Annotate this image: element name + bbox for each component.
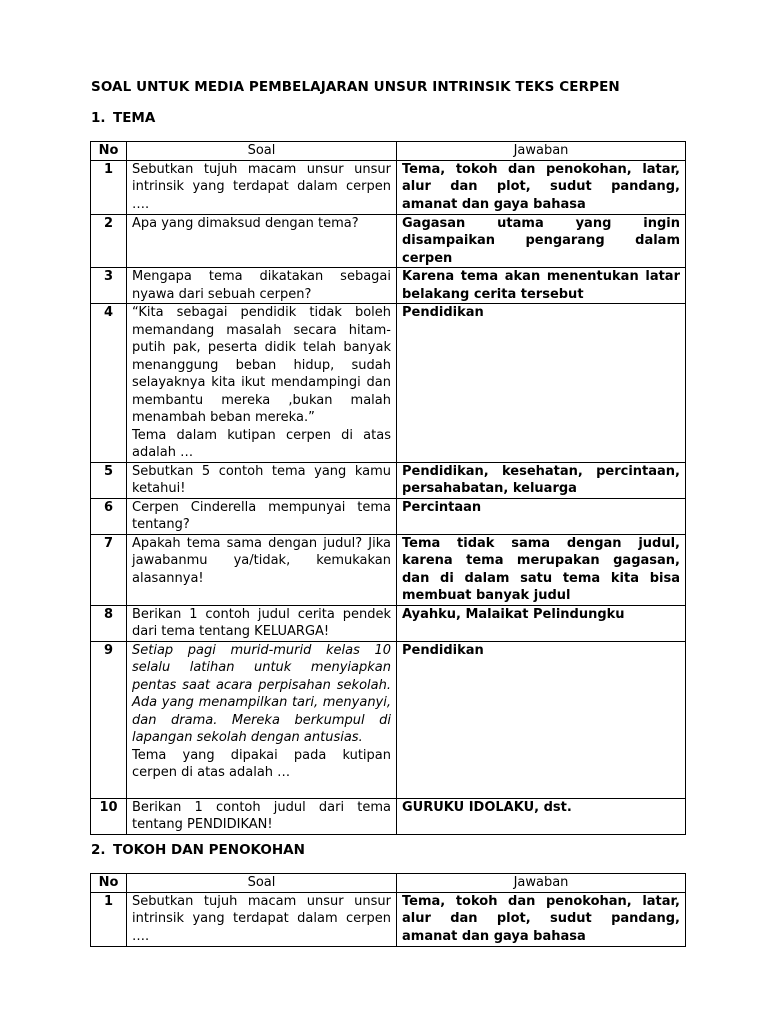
table-row (91, 268, 686, 304)
header-soal: Soal (127, 142, 397, 161)
table-row (91, 462, 686, 498)
question-prompt: Tema dalam kutipan cerpen di atas adalah … (132, 427, 391, 460)
question-cell: Berikan 1 contoh judul cerita pendek dari tema tentang KELUARGA! (127, 605, 397, 641)
question-quote: “Kita sebagai pendidik tidak boleh memandang masalah secara hitam-putih pak, peserta didik telah banyak menanggung beban hidup, sudah selayaknya kita ikut mendampingi dan membantu mereka ,bukan malah menambah beban mereka.” (132, 305, 391, 425)
question-cell: Sebutkan tujuh macam unsur unsur intrinsik yang terdapat dalam cerpen …. (127, 160, 397, 214)
answer-cell: Ayahku, Malaikat Pelindungku (397, 605, 686, 641)
question-cell: Berikan 1 contoh judul dari tema tentang PENDIDIKAN! (127, 798, 397, 834)
row-number: 1 (91, 892, 127, 946)
answer-cell: Tema, tokoh dan penokohan, latar, alur dan plot, sudut pandang, amanat dan gaya bahasa (397, 160, 686, 214)
header-jawaban: Jawaban (397, 874, 686, 893)
table-row (91, 892, 686, 946)
answer-cell: Pendidikan (397, 641, 686, 798)
table-row (91, 214, 686, 268)
row-number: 3 (91, 268, 127, 304)
section-number: 2. (91, 842, 106, 858)
question-cell: Cerpen Cinderella mempunyai tema tentang? (127, 498, 397, 534)
table-header-row (91, 142, 686, 161)
answer-cell: Gagasan utama yang ingin disampaikan pengarang dalam cerpen (397, 214, 686, 268)
table-tema (90, 141, 686, 835)
row-number: 7 (91, 534, 127, 605)
table-row (91, 160, 686, 214)
row-number: 10 (91, 798, 127, 834)
answer-cell: Tema tidak sama dengan judul, karena tema merupakan gagasan, dan di dalam satu tema kita bisa membuat banyak judul (397, 534, 686, 605)
question-cell (127, 641, 397, 798)
table-row (91, 534, 686, 605)
question-cell: Sebutkan tujuh macam unsur unsur intrinsik yang terdapat dalam cerpen …. (127, 892, 397, 946)
answer-cell: Karena tema akan menentukan latar belakang cerita tersebut (397, 268, 686, 304)
row-number: 2 (91, 214, 127, 268)
question-cell: Mengapa tema dikatakan sebagai nyawa dari sebuah cerpen? (127, 268, 397, 304)
answer-cell: Pendidikan, kesehatan, percintaan, persahabatan, keluarga (397, 462, 686, 498)
table-header-row (91, 874, 686, 893)
table-row (91, 304, 686, 463)
question-cell: Sebutkan 5 contoh tema yang kamu ketahui! (127, 462, 397, 498)
header-no: No (91, 874, 127, 893)
header-no: No (91, 142, 127, 161)
row-number: 6 (91, 498, 127, 534)
row-number: 9 (91, 641, 127, 798)
header-soal: Soal (127, 874, 397, 893)
question-quote: Setiap pagi murid-murid kelas 10 selalu latihan untuk menyiapkan pentas saat acara perpisahan sekolah. Ada yang menampilkan tari, menyanyi, dan drama. Mereka berkumpul di lapangan sekolah dengan antusias. (132, 642, 391, 745)
table-row (91, 605, 686, 641)
question-cell: Apakah tema sama dengan judul? Jika jawabanmu ya/tidak, kemukakan alasannya! (127, 534, 397, 605)
answer-cell: GURUKU IDOLAKU, dst. (397, 798, 686, 834)
answer-cell: Percintaan (397, 498, 686, 534)
section-heading-tema (91, 110, 155, 126)
question-cell (127, 304, 397, 463)
row-number: 1 (91, 160, 127, 214)
section-label: TOKOH DAN PENOKOHAN (113, 842, 305, 858)
header-jawaban: Jawaban (397, 142, 686, 161)
answer-cell: Pendidikan (397, 304, 686, 463)
row-number: 4 (91, 304, 127, 463)
row-number: 5 (91, 462, 127, 498)
table-row (91, 798, 686, 834)
row-number: 8 (91, 605, 127, 641)
question-cell: Apa yang dimaksud dengan tema? (127, 214, 397, 268)
section-number: 1. (91, 110, 106, 126)
table-row (91, 641, 686, 798)
table-tokoh (90, 873, 686, 947)
answer-cell: Tema, tokoh dan penokohan, latar, alur dan plot, sudut pandang, amanat dan gaya bahasa (397, 892, 686, 946)
section-heading-tokoh (91, 842, 305, 858)
section-label: TEMA (113, 110, 156, 126)
question-prompt: Tema yang dipakai pada kutipan cerpen di atas adalah … (132, 747, 391, 780)
document-title: SOAL UNTUK MEDIA PEMBELAJARAN UNSUR INTRINSIK TEKS CERPEN (91, 79, 620, 95)
table-row (91, 498, 686, 534)
